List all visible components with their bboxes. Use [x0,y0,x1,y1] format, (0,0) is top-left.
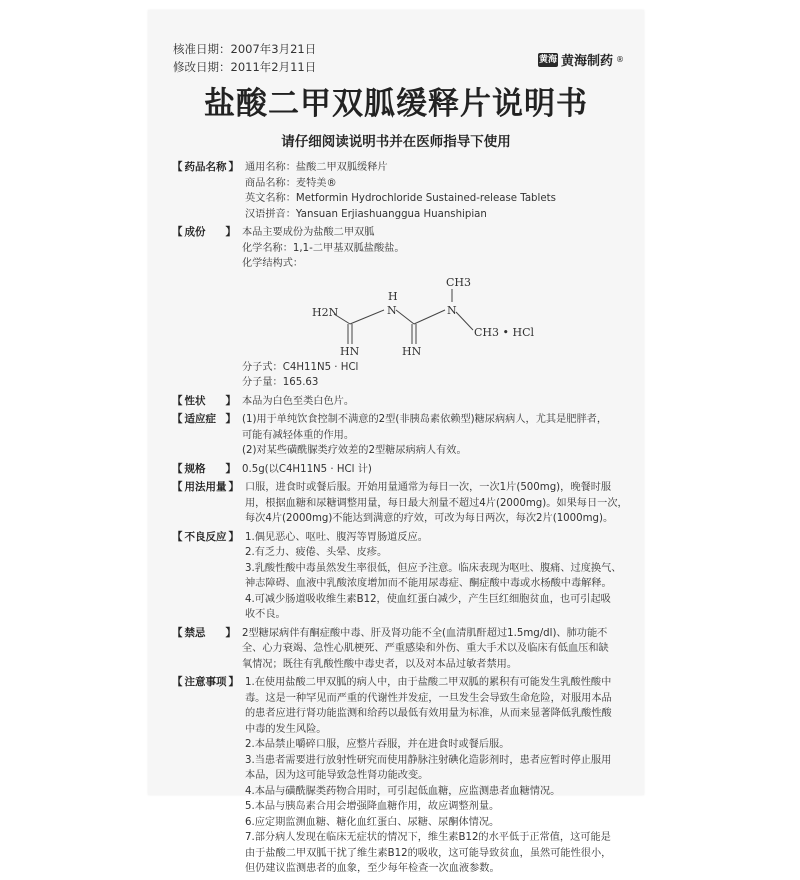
struct-n-right: N [447,303,457,317]
approval-date: 核准日期：2007年3月21日 [173,42,317,56]
struct-hn-left: HN [340,344,360,358]
section-line: 分子量：165.63 [242,377,319,388]
section-line: 本品，因为这可能导致急性肾功能改变。 [245,770,429,781]
section-ingredients: 【 成份 】 本品主要成份为盐酸二甲双胍 化学名称：1,1-二甲基双胍盐酸盐。 化学结构式： H2N H N N CH3 CH3 • HCl HN HN 分子式：C4H11N5 · HCl 分子量：165.63 [172,225,642,391]
date-block [173,40,316,76]
section-label: 注意事项 [184,676,227,688]
revision-date: 修改日期：2011年2月11日 [173,60,317,74]
section-line: 3.乳酸性酸中毒虽然发生率很低，但应予注意。临床表现为呕吐、腹痛、过度换气、 [245,562,622,574]
struct-h2n: H2N [312,305,339,319]
brand-name: 黄海制药 [560,54,613,69]
section-line: 化学名称：1,1-二甲基双胍盐酸盐。 [242,242,405,254]
section-line: 每次4片(2000mg)不能达到满意的疗效，可改为每日两次，每次2片(1000mg)。 [245,513,614,524]
section-line: 汉语拼音：Yansuan Erjiashuanggua Huanshipian [245,208,487,220]
section-line: 化学结构式： [242,258,304,269]
section-line: 分子式：C4H11N5 · HCl [242,361,359,373]
section-properties: 【 性状 】 本品为白色至类白色片。 [172,394,642,410]
section-line: 口服，进食时或餐后服。开始用量通常为每日一次，一次1片(500mg)，晚餐时服 [245,482,612,493]
struct-nh-h: H [388,289,398,303]
section-label: 适应症 [184,413,216,425]
section-line: 英文名称：Metformin Hydrochloride Sustained-release Tablets [245,193,556,204]
section-label: 成份 [184,226,206,238]
section-precautions: 【 注意事项 】 1.在使用盐酸二甲双胍的病人中，由于盐酸二甲双胍的累积有可能发生乳酸性酸中 毒。这是一种罕见而严重的代谢性并发症，一旦发生会导致生命危险，对服用本品 的患者应进行肾功能监测和给药以最低有效用量为标准，从而来显著降低乳酸性酸 中毒的发生风险。 2.本品禁止嚼碎口服，应整片吞服，并在进食时或餐后服。 3.当患者需要进行放射性研究而使用静脉注射碘化造影剂时，患者应暂时停止服用 本品，因为这可能导致急性肾功能改变。 4.本品与磺酰脲类药物合用时，可引起低血糖，应监测患者血糖情况。 5.本品与胰岛素合用会增强降血糖作用，故应调整剂量。 6.应定期监测血糖、糖化血红蛋白、尿糖、尿酮体情况。 7.部分病人发现在临床无症状的情况下，维生素B12的水平低于正常值，这可能是 由于盐酸二甲双胍干扰了维生素B12的吸收，这可能导致贫血，虽然可能性很小， 但仍建议监测患者的血象，至少每年检查一次血液参数。 [172,675,642,877]
section-line: 但仍建议监测患者的血象，至少每年检查一次血液参数。 [245,863,500,874]
section-line: 商品名称：麦特美® [245,177,337,189]
chemical-structure [242,274,642,360]
section-label: 性状 [184,394,206,407]
section-line: 0.5g(以C4H11N5 · HCl 计) [242,463,372,475]
section-label: 禁忌 [184,626,206,639]
sections [172,160,642,880]
section-label: 规格 [184,462,206,475]
struct-ch3-top: CH3 [446,275,472,289]
section-line: 4.本品与磺酰脲类药物合用时，可引起低血糖，应监测患者血糖情况。 [245,785,561,797]
struct-hn-mid: HN [402,344,422,358]
section-line: 4.可减少肠道吸收维生素B12，使血红蛋白减少，产生巨红细胞贫血，也可引起吸 [245,593,611,605]
section-line: 收不良。 [245,609,286,620]
struct-ch3-right: CH3 • HCl [474,325,535,339]
section-line: 用，根据血糖和尿糖调整用量，每日最大剂量不超过4片(2000mg)。如果每日一次， [245,497,628,509]
section-line: 通用名称：盐酸二甲双胍缓释片 [245,162,388,173]
section-line: 可能有减轻体重的作用。 [242,429,355,441]
registered-mark: ® [616,55,624,64]
section-line: 由于盐酸二甲双胍干扰了维生素B12的吸收，这可能导致贫血，虽然可能性很小， [245,847,612,859]
section-line: 6.应定期监测血糖、糖化血红蛋白、尿糖、尿酮体情况。 [245,816,500,828]
section-line: 全、心力衰竭、急性心肌梗死、严重感染和外伤、重大手术以及临床有低血压和缺 [242,643,609,654]
section-line: 1.偶见恶心、呕吐、腹泻等胃肠道反应。 [245,531,428,543]
section-adverse: 【 不良反应 】 1.偶见恶心、呕吐、腹泻等胃肠道反应。 2.有乏力、疲倦、头晕、皮疹。 3.乳酸性酸中毒虽然发生率很低，但应予注意。临床表现为呕吐、腹痛、过度换气、 神志障碍、血液中乳酸浓度增加而不能用尿毒症、酮症酸中毒或水杨酸中毒解释。 4.可减少肠道吸收维生素B12，使血红蛋白减少，产生巨红细胞贫血，也可引起吸 收不良。 [172,530,642,623]
section-line: 2型糖尿病伴有酮症酸中毒、肝及肾功能不全(血清肌酐超过1.5mg/dl)、肺功能不 [242,627,608,639]
section-label: 不良反应 [184,530,227,543]
section-line: 1.在使用盐酸二甲双胍的病人中，由于盐酸二甲双胍的累积有可能发生乳酸性酸中 [245,677,612,688]
structure-diagram [242,274,535,360]
section-line: 毒。这是一种罕见而严重的代谢性并发症，一旦发生会导致生命危险，对服用本品 [245,692,612,704]
section-line: (2)对某些磺酰脲类疗效差的2型糖尿病病人有效。 [242,445,467,456]
section-drug-name: 【 药品名称 】 通用名称：盐酸二甲双胍缓释片 商品名称：麦特美® 英文名称：Metformin Hydrochloride Sustained-release Tablets 汉语拼音：Yansuan Erjiashuanggua Huanshipian [172,160,642,222]
section-spec: 【 规格 】 0.5g(以C4H11N5 · HCl 计) [172,462,642,478]
document-title: 盐酸二甲双胍缓释片说明书 [204,86,588,122]
section-line: 5.本品与胰岛素合用会增强降血糖作用，故应调整剂量。 [245,801,500,812]
section-line: 神志障碍、血液中乳酸浓度增加而不能用尿毒症、酮症酸中毒或水杨酸中毒解释。 [245,578,612,589]
leaflet-page [148,10,644,874]
section-line: (1)用于单纯饮食控制不满意的2型(非胰岛素依赖型)糖尿病病人，尤其是肥胖者， [242,414,608,425]
section-line: 本品主要成份为盐酸二甲双胍 [242,227,375,238]
document-subtitle: 请仔细阅读说明书并在医师指导下使用 [281,134,511,150]
section-line: 3.当患者需要进行放射性研究而使用静脉注射碘化造影剂时，患者应暂时停止服用 [245,754,612,766]
section-line: 中毒的发生风险。 [245,723,327,735]
section-indications: 【 适应症 】 (1)用于单纯饮食控制不满意的2型(非胰岛素依赖型)糖尿病病人，尤其是肥胖者， 可能有减轻体重的作用。 (2)对某些磺酰脲类疗效差的2型糖尿病病人有效。 [172,412,642,459]
section-line: 的患者应进行肾功能监测和给药以最低有效用量为标准，从而来显著降低乳酸性酸 [245,708,612,719]
section-label: 用法用量 [184,481,227,493]
brand-logo [538,50,624,69]
section-line: 7.部分病人发现在临床无症状的情况下，维生素B12的水平低于正常值，这可能是 [245,832,611,843]
brand-mark-icon: 黄海 [538,54,557,65]
section-contraindications: 【 禁忌 】 2型糖尿病伴有酮症酸中毒、肝及肾功能不全(血清肌酐超过1.5mg/dl)、肺功能不 全、心力衰竭、急性心肌梗死、严重感染和外伤、重大手术以及临床有低血压和缺 氧情况；既往有乳酸性酸中毒史者，以及对本品过敏者禁用。 [172,626,642,673]
section-line: 2.有乏力、疲倦、头晕、皮疹。 [245,547,388,558]
section-line: 2.本品禁止嚼碎口服，应整片吞服，并在进食时或餐后服。 [245,739,510,750]
section-dosage: 【 用法用量 】 口服，进食时或餐后服。开始用量通常为每日一次，一次1片(500mg)，晚餐时服 用，根据血糖和尿糖调整用量，每日最大剂量不超过4片(2000mg)。如果每日一次， 每次4片(2000mg)不能达到满意的疗效，可改为每日两次，每次2片(1000mg)。 [172,480,642,527]
section-label: 药品名称 [184,161,227,173]
section-line: 氧情况；既往有乳酸性酸中毒史者，以及对本品过敏者禁用。 [242,658,518,670]
section-line: 本品为白色至类白色片。 [242,395,355,407]
struct-nh-n: N [387,303,397,317]
